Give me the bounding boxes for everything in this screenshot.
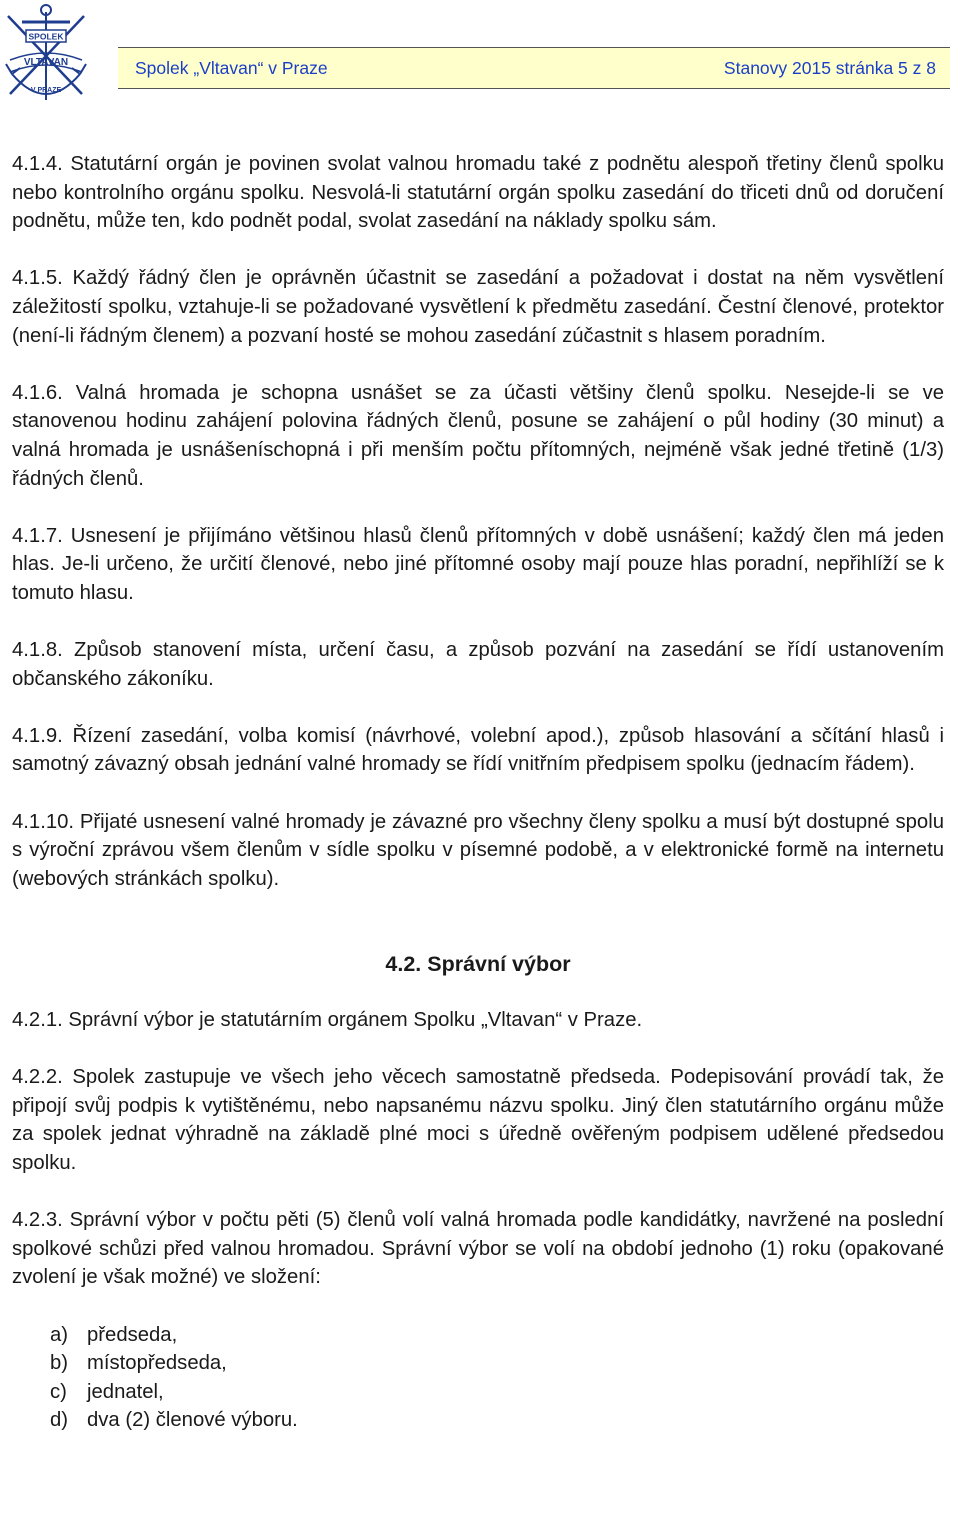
list-marker: d)	[50, 1409, 69, 1432]
list-marker: a)	[50, 1323, 69, 1346]
anchor-emblem-icon	[2, 2, 90, 108]
spolek-logo	[2, 2, 90, 108]
paragraph-4-2-3: 4.2.3. Správní výbor v počtu pěti (5) členů volí valná hromada podle kandidátky, navržené na poslední spolkové schůzi před valnou hromadou. Správní výbor se volí na období jednoho (1) roku (opakované zvolení je však možné) ve složení:	[12, 1209, 944, 1289]
list-marker: c)	[50, 1380, 67, 1403]
header-page-info: Stanovy 2015 stránka 5 z 8	[723, 58, 936, 78]
paragraph-4-1-4: 4.1.4. Statutární orgán je povinen svolat valnou hromadu také z podnětu alespoň třetiny členů spolku nebo kontrolního orgánu spolku. Nesvolá-li statutární orgán spolku zasedání do třiceti dnů od doručení podnětu, může ten, kdo podnět podal, svolat zasedání na náklady spolku sám.	[12, 153, 944, 233]
header-organization-name: Spolek „Vltavan“ v Praze	[135, 58, 328, 78]
paragraph-4-1-7: 4.1.7. Usnesení je přijímáno většinou hlasů členů přítomných v době usnášení; každý člen má jeden hlas. Je-li určeno, že určití členové, nebo jiné přítomné osoby mají pouze hlas poradní, nepřihlíží se k tomuto hlasu.	[12, 524, 944, 604]
composition-list	[12, 1321, 944, 1435]
list-item-text: dva (2) členové výboru.	[87, 1409, 298, 1432]
paragraph-4-1-8: 4.1.8. Způsob stanovení místa, určení času, a způsob pozvání na zasedání se řídí ustanovením občanského zákoníku.	[12, 639, 944, 690]
paragraph-4-1-10: 4.1.10. Přijaté usnesení valné hromady je závazné pro všechny členy spolku a musí být dostupné spolu s výroční zprávou všem členům v sídle spolku v písemné podobě, a v elektronické formě na internetu (webových stránkách spolku).	[12, 810, 944, 890]
list-item-text: místopředseda,	[87, 1352, 227, 1375]
logo-text-bottom: V PRAZE	[30, 87, 62, 94]
paragraph-4-1-6: 4.1.6. Valná hromada je schopna usnášet se za účasti většiny členů spolku. Nesejde-li se ve stanovenou hodinu zahájení polovina řádných členů, posune se zahájení o půl hodiny (30 minut) a valná hromada je usnášeníschopná i při menším počtu přítomných, nejméně však jedné třetině (1/3) řádných členů.	[12, 381, 944, 490]
list-item-text: jednatel,	[87, 1380, 164, 1403]
document-body	[12, 150, 944, 1435]
paragraph-4-2-2: 4.2.2. Spolek zastupuje ve všech jeho věcech samostatně předseda. Podepisování provádí tak, že připojí svůj podpis k vytištěnému, nebo napsanému názvu spolku. Jiný člen statutárního orgánu může za spolek jednat výhradně na základě plné moci s úředně ověřeným podpisem udělené předsedou spolku.	[12, 1066, 944, 1174]
list-marker: b)	[50, 1352, 69, 1375]
paragraph-4-1-5: 4.1.5. Každý řádný člen je oprávněn účastnit se zasedání a požadovat i dostat na něm vysvětlení záležitostí spolku, vztahuje-li se požadované vysvětlení k předmětu zasedání. Čestní členové, protektor (není-li řádným členem) a pozvaní hosté se mohou zasedání zúčastnit s hlasem poradním.	[12, 267, 944, 347]
section-heading-4-2: 4.2. Správní výbor	[385, 952, 571, 977]
list-item	[50, 1349, 944, 1378]
logo-text-top: SPOLEK	[28, 31, 64, 42]
page-header	[118, 47, 950, 89]
list-item	[50, 1378, 944, 1407]
logo-text-middle: VLTAVAN	[23, 57, 69, 68]
list-item	[50, 1321, 944, 1350]
list-item	[50, 1406, 944, 1435]
list-item-text: předseda,	[87, 1323, 178, 1346]
paragraph-4-2-1: 4.2.1. Správní výbor je statutárním orgánem Spolku „Vltavan“ v Praze.	[12, 1009, 643, 1032]
paragraph-4-1-9: 4.1.9. Řízení zasedání, volba komisí (návrhové, volební apod.), způsob hlasování a sčítání hlasů i samotný závazný obsah jednání valné hromady se řídí vnitřním předpisem spolku (jednacím řádem).	[12, 724, 944, 776]
